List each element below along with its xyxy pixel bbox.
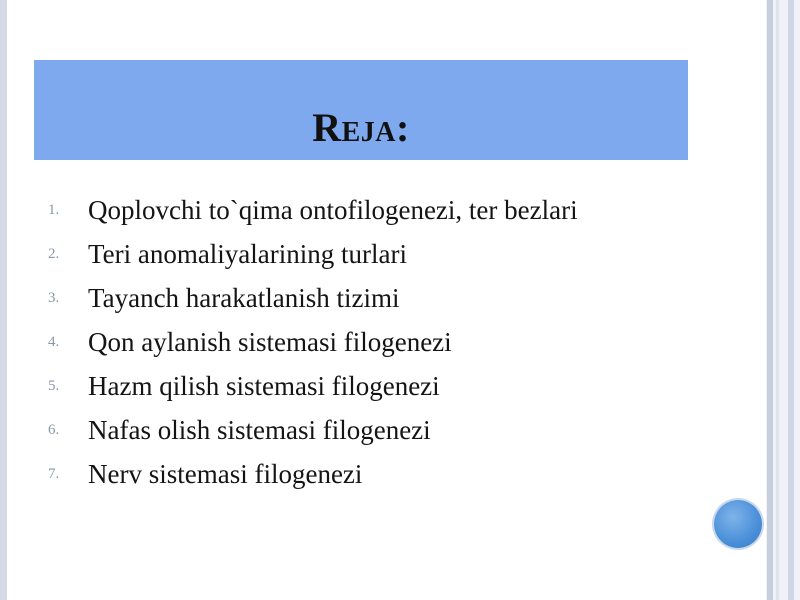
list-text: Qoplovchi to`qima ontofilogenezi, ter bezlari [88,194,578,225]
list-item [48,188,748,232]
list-number: 7. [48,465,60,482]
list-text: Hazm qilish sistemasi filogenezi [88,370,440,401]
right-band-stripe [767,0,773,600]
list-item [48,276,748,320]
left-border-decoration [0,0,7,600]
list-number: 1. [48,201,60,218]
list-number: 5. [48,377,60,394]
list-text: Tayanch harakatlanish tizimi [88,282,400,313]
list-text: Nafas olish sistemasi filogenezi [88,414,431,445]
list-item [48,408,748,452]
list-text: Nerv sistemasi filogenezi [88,458,363,489]
list-item [48,232,748,276]
list-number: 6. [48,421,60,438]
list-number: 2. [48,245,60,262]
right-band-stripe [776,0,779,600]
decorative-circle [714,500,762,548]
list-item [48,452,748,496]
list-text: Qon aylanish sistemasi filogenezi [88,326,452,357]
slide-title: Reja: [312,105,410,150]
agenda-list [48,188,748,496]
list-item [48,364,748,408]
list-item [48,320,748,364]
list-number: 4. [48,333,60,350]
list-text: Teri anomaliyalarining turlari [88,238,407,269]
list-number: 3. [48,289,60,306]
right-band-stripe [788,0,794,600]
